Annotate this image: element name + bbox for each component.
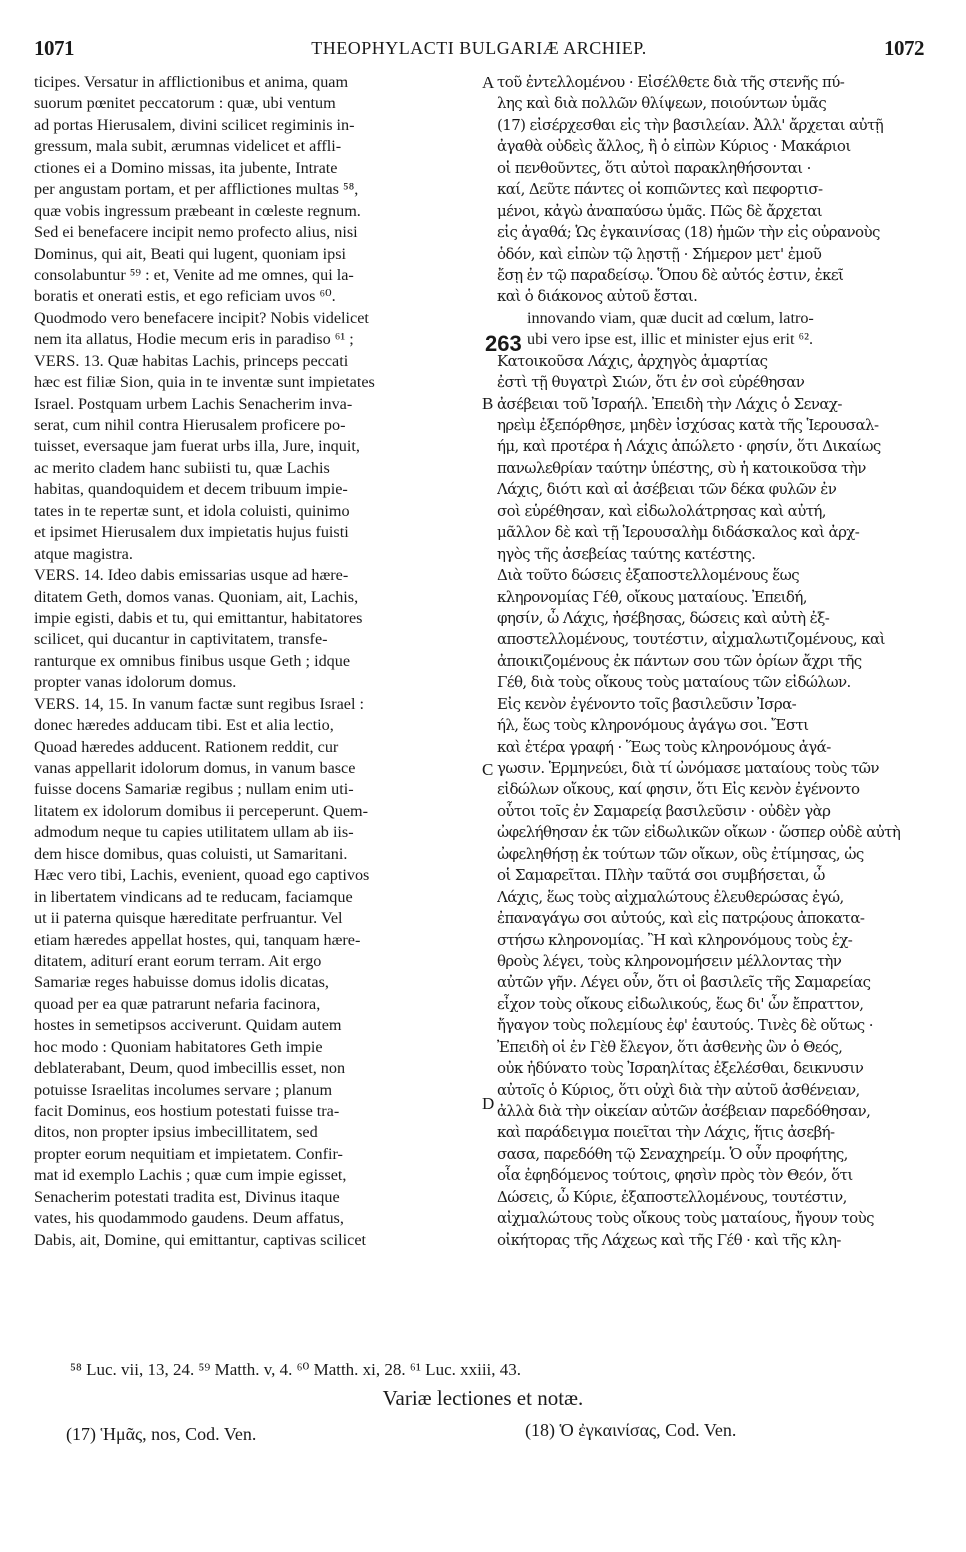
latin-text-line: per angustam portam, et per afflictiones multas ⁵⁸, xyxy=(34,180,359,199)
greek-text-line: πανωλεθρίαν ταύτην ὑπέστης, σὺ ἡ κατοικοῦσα τὴν xyxy=(497,458,866,477)
greek-text-line: ήμ, καὶ προτέρα ἡ Λάχις ἀπώλετο · φησίν, ὅτι Δικαίως xyxy=(497,437,881,456)
variants-title: Variæ lectiones et notæ. xyxy=(382,1386,584,1410)
latin-text-line: donec hæredes adducam tibi. Est et alia lectio, xyxy=(34,716,334,735)
margin-letter-d: D xyxy=(482,1094,495,1113)
greek-text-line: οὗτοι τοῖς ἐν Σαμαρείᾳ βασιλεῦσιν · οὐδὲν γὰρ xyxy=(497,801,831,820)
greek-text-line: εἶχον τοὺς οἴκους εἰδωλικούς, ἕως δι' ὧν ἔπραττον, xyxy=(497,994,864,1013)
greek-text-line: τοῦ ἐντελλομένου · Εἰσέλθετε διὰ τῆς στενῆς πύ- xyxy=(497,73,845,91)
latin-text-line: fuisse docens Samariæ regibus ; nullam enim uti- xyxy=(34,780,354,799)
greek-text-line: οἱ πενθοῦντες, ὅτι αὐτοὶ παρακληθήσονται · xyxy=(497,158,811,177)
page-number-right: 1072 xyxy=(884,36,924,60)
latin-text-line: ctiones ei a Domino missas, ita jubente, Intrate xyxy=(34,158,338,177)
latin-text-line: mat id exemplo Lachis ; quæ cum impie egisset, xyxy=(34,1166,347,1185)
latin-text-line: ditatem Geth, domos vanas. Quoniam, ait, Lachis, xyxy=(34,587,359,606)
latin-text-line: et ipsimet Hierusalem dux impietatis hujus fuisti xyxy=(34,523,349,542)
greek-text-line: ηγὸς τῆς ἀσεβείας ταύτης κατέστης. xyxy=(497,544,756,563)
greek-text-line: αὐτοῖς ὁ Κύριος, ὅτι οὐχὶ διὰ τὴν αὐτοῦ ἀσθένειαν, xyxy=(497,1080,860,1099)
margin-letter-b: B xyxy=(482,394,494,413)
latin-text-line: VERS. 13. Quæ habitas Lachis, princeps peccati xyxy=(34,351,349,370)
footnotes: ⁵⁸ Luc. vii, 13, 24. ⁵⁹ Matth. v, 4. ⁶⁰ Matth. xi, 28. ⁶¹ Luc. xxiii, 43. xyxy=(70,1360,522,1379)
latin-text-line: vates, his quodammodo gaudens. Deum affatus, xyxy=(34,1209,344,1228)
greek-text-line: Γέθ, διὰ τοὺς οἴκους τοὺς ματαίους τῶν εἰδώλων. xyxy=(497,673,851,692)
greek-text-line: αποστελλομένους, τουτέστιν, αἰχμαλωτιζομένους, καὶ xyxy=(497,630,885,649)
greek-text-line: ἀποικιζομένους ἐκ πάντων σου τῶν ὁρίων ἄχρι τῆς xyxy=(497,651,862,670)
latin-text-line: quoad per ea quæ patrarunt nefaria facinora, xyxy=(34,994,321,1013)
latin-text-line: suorum pœnitet peccatorum : quæ, ubi ventum xyxy=(34,94,336,113)
greek-text-line: λης καὶ διὰ πολλῶν θλίψεων, ποιούντων ὑμᾶς xyxy=(497,94,827,113)
latin-text-line: nem ita allatus, Hodie mecum eris in paradiso ⁶¹ ; xyxy=(34,330,354,349)
latin-text-line: potuisse Israelitas incolumes servare ; planum xyxy=(34,1080,333,1099)
latin-text-line: gressum, mala subit, ærumnas videlicet et affli- xyxy=(34,137,342,156)
latin-text-line: atque magistra. xyxy=(34,544,133,563)
latin-text-line: deblaterabant, Deum, quod imbecillis esset, non xyxy=(34,1059,346,1078)
latin-text-line: hæc est filiæ Sion, quia in te inventæ sunt impietates xyxy=(34,373,375,392)
greek-text-line: καί, Δεῦτε πάντες οἱ κοπιῶντες καὶ πεφορτισ- xyxy=(497,180,823,199)
column-number: 263 xyxy=(485,331,522,356)
greek-text-line: καὶ ὁ διάκονος αὐτοῦ ἔσται. xyxy=(497,287,698,306)
latin-text-line: propter vanas idolorum domus. xyxy=(34,673,237,692)
latin-text-line: serat, cum nihil contra Hierusalem proficere po- xyxy=(34,416,346,434)
latin-text-line: etiam hæredes appellat hostes, qui, tanquam hære- xyxy=(34,930,361,949)
latin-text-line: consolabuntur ⁵⁹ : et, Venite ad me omnes, qui la- xyxy=(34,265,354,284)
latin-text-line: quæ vobis ingressum præbeant in cœleste regnum. xyxy=(34,201,361,220)
latin-text-line: Quodmodo vero benefacere incipit? Nobis videlicet xyxy=(34,308,369,327)
latin-text-line: hostes in semetipsos acciverunt. Quidam autem xyxy=(34,1016,342,1035)
greek-text-line: καὶ παράδειγμα ποιεῖται τὴν Λάχις, ἥτις ἀσεβή- xyxy=(497,1123,835,1142)
greek-text-line: κληρονομίας Γέθ, οἴκους ματαίους. Ἐπειδή, xyxy=(497,587,807,606)
latin-text-line: facit Dominus, eos hostium potestati fuisse tra- xyxy=(34,1102,340,1120)
latin-text-line: tuisset, eversaque jam fuerat urbs illa, Jure, inquit, xyxy=(34,437,360,456)
latin-text-line: scilicet, qui ducantur in captivitatem, transfe- xyxy=(34,630,328,649)
page-header xyxy=(34,36,924,62)
latin-text-line: vanas appellarit idolorum domus, in vanum basce xyxy=(34,759,356,777)
greek-text-line: γωσιν. Ἑρμηνεύει, διὰ τί ὠνόμασε ματαίους τοὺς τῶν xyxy=(497,759,879,777)
greek-text-line: innovando viam, quæ ducit ad cœlum, latro- xyxy=(527,308,814,327)
greek-text-line: οἷα ἐφηδόμενος τούτοις, φησὶν πρὸς τὸν Θεόν, ὅτι xyxy=(497,1166,853,1185)
greek-text-line: ὁδόν, καὶ εἰπὼν τῷ λῃστῇ · Σήμερον μετ' ἐμοῦ xyxy=(497,244,822,263)
latin-column xyxy=(34,72,480,1251)
running-title: THEOPHYLACTI BULGARIÆ ARCHIEP. xyxy=(311,38,647,58)
greek-text-line: στήσω κληρονομίας. Ἢ καὶ κληρονόμους τοὺς ἐχ- xyxy=(497,930,853,949)
greek-text-line: μένοι, κἀγὼ ἀναπαύσω ὑμᾶς. Πῶς δὲ ἄρχεται xyxy=(497,201,823,220)
greek-text-line: ubi vero ipse est, illic et minister ejus erit ⁶². xyxy=(527,330,814,349)
greek-text-line: ἔσῃ ἐν τῷ παραδείσῳ. Ὅπου δὲ αὐτός ἐστιν, ἐκεῖ xyxy=(497,265,844,284)
latin-text-line: tates in te repertæ sunt, et idola coluisti, quinimo xyxy=(34,501,350,520)
greek-column xyxy=(497,72,925,1251)
greek-text-line: Διὰ τοῦτο δώσεις ἐξαποστελλομένους ἕως xyxy=(497,566,800,585)
latin-text-line: hoc modo : Quoniam habitatores Geth impie xyxy=(34,1037,323,1056)
latin-text-line: ac merito cladem hanc subiisti tu, quæ Lachis xyxy=(34,458,330,477)
greek-text-line: εἰδώλων οἴκους, καί φησιν, ὅτι Εἰς κενὸν ἐγένοντο xyxy=(497,780,860,799)
variant-note-18: (18) Ὁ ἐγκαινίσας, Cod. Ven. xyxy=(525,1420,737,1440)
margin-letter-c: C xyxy=(482,760,494,779)
greek-text-line: καὶ ἑτέρα γραφή · Ἕως τοὺς κληρονόμους ἀγά- xyxy=(497,737,831,756)
latin-text-line: in libertatem vindicans ad te reducam, faciamque xyxy=(34,887,353,906)
latin-text-line: Sed ei benefacere incipit nemo profecto alius, nisi xyxy=(34,223,358,242)
greek-text-line: Λάχις, διότι καὶ αἱ ἀσέβειαι τῶν δέκα φυλῶν ἐν xyxy=(497,480,837,499)
greek-text-line: ὠφελήθησαν ἐκ τῶν εἰδωλικῶν οἴκων · ὥσπερ οὐδὲ αὐτὴ xyxy=(497,823,901,842)
greek-text-line: οἱ Σαμαρεῖται. Πλὴν ταῦτά σοι συμβήσεται, ὦ xyxy=(497,866,825,885)
greek-text-line: (17) εἰσέρχεσθαι εἰς τὴν βασιλείαν. Ἀλλ' ἄρχεται αὐτῇ xyxy=(497,115,884,134)
latin-text-line: propter eorum nequitiam et impietatem. Confir- xyxy=(34,1144,343,1163)
greek-text-line: ὠφεληθήσῃ ἐκ τούτων τῶν οἴκων, οὓς ἐτίμησας, ὡς xyxy=(497,844,864,863)
greek-text-line: σοὶ εὑρέθησαν, καὶ εἰδωλολάτρησας καὶ αὐτή, xyxy=(497,501,826,520)
greek-text-line: ήλ, ἕως τοὺς κληρονόμους ἀγάγω σοι. Ἔστι xyxy=(497,716,809,735)
greek-text-line: Δώσεις, ὦ Κύριε, ἐξαποστελλομένους, τουτέστιν, xyxy=(497,1187,847,1206)
latin-text-line: ditos, non propter ipsius imbecillitatem, sed xyxy=(34,1123,318,1142)
greek-text-line: ἐστὶ τῇ θυγατρὶ Σιών, ὅτι ἐν σοὶ εὑρέθησαν xyxy=(497,373,805,392)
latin-text-line: Quoad hæredes adducent. Rationem reddit, cur xyxy=(34,737,339,756)
latin-text-line: ticipes. Versatur in afflictionibus et anima, quam xyxy=(34,73,349,91)
latin-text-line: Hæc vero tibi, Lachis, evenient, quoad ego captivos xyxy=(34,866,370,885)
latin-text-line: dem hisce domibus, quas coluisti, ut Samaritani. xyxy=(34,844,348,863)
latin-text-line: ditatem, aditurí erant eorum terram. Ait ergo xyxy=(34,951,322,970)
greek-text-line: ἀγαθὰ οὐδεὶς ἄλλος, ἢ ὁ εἰπὼν Κύριος · Μακάριοι xyxy=(497,137,851,156)
latin-text-line: admodum neque tu capies utilitatem ullam ab iis- xyxy=(34,823,354,842)
latin-text-line: VERS. 14, 15. In vanum factæ sunt regibus Israel : xyxy=(34,694,364,713)
greek-text-line: οὐκ ἠδύνατο τοὺς Ἰσραηλίτας ἐξελέσθαι, δεικνυσιν xyxy=(497,1059,864,1078)
greek-text-line: θροὺς λέγει, τοὺς κληρονομήσειν μέλλοντας τὴν xyxy=(497,951,842,970)
greek-text-line: Κατοικοῦσα Λάχις, ἀρχηγὸς ἁμαρτίας xyxy=(497,351,768,370)
greek-text-line: ηρεὶμ ἐξεπόρθησε, μηδὲν ἰσχύσας κατὰ τῆς Ἱερουσαλ- xyxy=(497,416,879,434)
greek-text-line: οἰκήτορας τῆς Λάχεως καὶ τῆς Γέθ · καὶ τῆς κλη- xyxy=(497,1230,841,1249)
margin-letter-a: A xyxy=(482,73,495,92)
latin-text-line: Senacherim potestati tradita est, Divinus itaque xyxy=(34,1187,340,1206)
latin-text-line: ut ii paterna quisque hæreditate perfruantur. Vel xyxy=(34,909,343,928)
greek-text-line: μᾶλλον δὲ καὶ τῇ Ἱερουσαλὴμ διδάσκαλος καὶ ἀρχ- xyxy=(497,523,860,542)
page-number-left: 1071 xyxy=(34,36,74,60)
greek-text-line: ἤγαγον τοὺς πολεμίους ἐφ' ἑαυτούς. Τινὲς δὲ οὕτως · xyxy=(497,1016,873,1035)
latin-text-line: Samariæ reges habuisse domus idolis dicatas, xyxy=(34,973,329,992)
latin-text-line: Israel. Postquam urbem Lachis Senacherim inva- xyxy=(34,394,353,413)
latin-text-line: litatem ex idolorum domibus ii perceperunt. Quem- xyxy=(34,801,369,820)
greek-text-line: εἰς ἀγαθά; Ὡς ἐγκαινίσας (18) ἡμῶν τὴν εἰς οὐρανοὺς xyxy=(497,223,880,242)
greek-text-line: Εἰς κενὸν ἐγένοντο τοῖς βασιλεῦσιν Ἰσρα- xyxy=(497,694,797,713)
latin-text-line: habitas, quandoquidem et decem tribuum impie- xyxy=(34,480,348,499)
latin-text-line: VERS. 14. Ideo dabis emissarias usque ad hære- xyxy=(34,566,349,585)
greek-text-line: φησίν, ὦ Λάχις, ἠσέβησας, δώσεις καὶ αὐτὴ ἐξ- xyxy=(497,608,830,627)
greek-text-line: Λάχις, ἕως τοὺς αἰχμαλώτους ἐλευθερώσας ἐγώ, xyxy=(497,887,844,906)
latin-text-line: impie egisti, dabis et tu, qui emittantur, habitatores xyxy=(34,608,363,627)
greek-text-line: Ἐπειδὴ οἱ ἐν Γὲθ ἔλεγον, ὅτι ἀσθενὴς ὢν ὁ Θεός, xyxy=(497,1037,843,1056)
greek-text-line: ἀλλὰ διὰ τὴν οἰκείαν αὐτῶν ἀσέβειαν παρεδόθησαν, xyxy=(497,1102,871,1120)
greek-text-line: σασα, παρεδόθη τῷ Σεναχηρείμ. Ὁ οὖν προφήτης, xyxy=(497,1144,848,1163)
greek-text-line: ἐπαναγάγω σοι αὐτούς, καὶ εἰς πατρῴους ἀποκατα- xyxy=(497,909,865,928)
latin-text-line: ranturque ex omnibus finibus usque Geth ; idque xyxy=(34,651,351,670)
greek-text-line: αἰχμαλώτους τοὺς οἴκους τοὺς ματαίους, ἤγουν τοὺς xyxy=(497,1209,874,1228)
latin-text-line: Dominus, qui ait, Beati qui lugent, quoniam ipsi xyxy=(34,244,347,263)
latin-text-line: Dabis, ait, Domine, qui emittantur, captivas scilicet xyxy=(34,1230,367,1249)
latin-text-line: ad portas Hierusalem, divini scilicet regiminis in- xyxy=(34,115,355,134)
latin-text-line: boratis et onerati estis, et ego reficiam uvos ⁶⁰. xyxy=(34,287,336,306)
variant-note-17: (17) Ἡμᾶς, nos, Cod. Ven. xyxy=(66,1424,257,1444)
greek-text-line: αὐτῶν γῆν. Λέγει οὖν, ὅτι οἱ βασιλεῖς τῆς Σαμαρείας xyxy=(497,973,871,992)
greek-text-line: ἀσέβειαι τοῦ Ἰσραήλ. Ἐπειδὴ τὴν Λάχις ὁ Σεναχ- xyxy=(497,394,842,413)
